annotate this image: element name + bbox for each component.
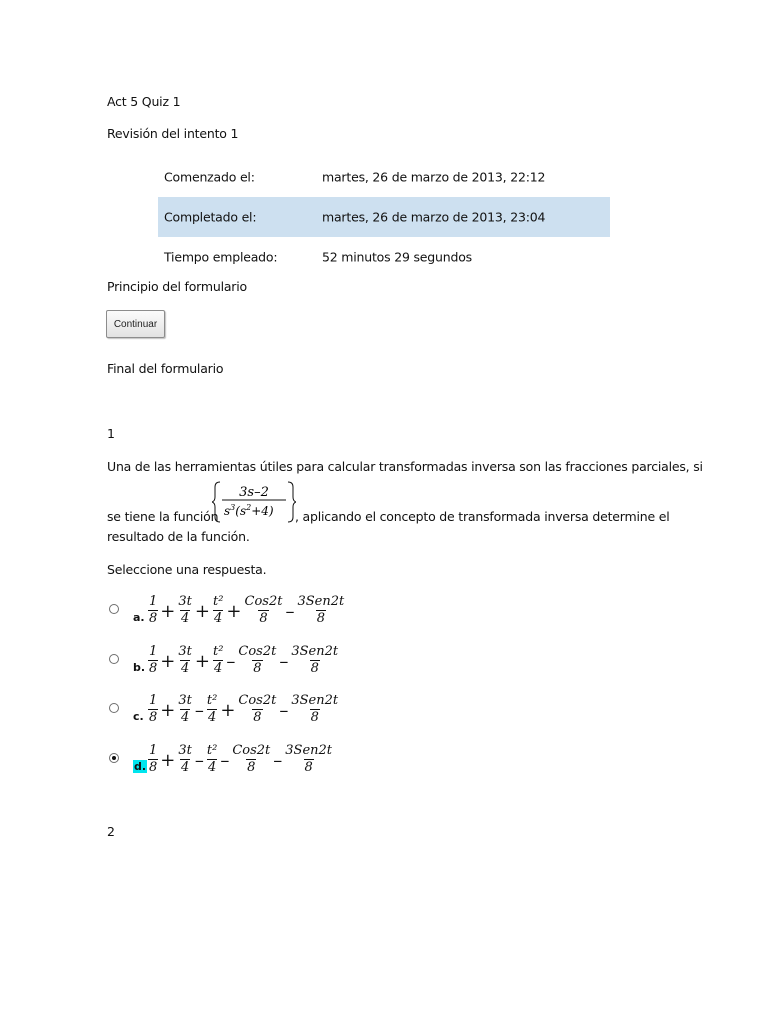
question-1-text-line3: resultado de la función.	[107, 529, 250, 544]
info-value: 52 minutos 29 segundos	[322, 249, 472, 265]
fraction-term	[177, 645, 193, 676]
operator: –	[285, 601, 295, 622]
fraction-numerator: t²	[206, 693, 218, 708]
question-1-function	[212, 480, 296, 524]
fraction-term	[148, 595, 158, 626]
operator: +	[220, 700, 236, 721]
fraction-denominator: 8	[316, 611, 325, 626]
fraction-numerator: t²	[212, 594, 224, 609]
fraction-term	[206, 694, 218, 725]
fraction-numerator: 3Sen2t	[297, 594, 345, 609]
fraction-term	[237, 645, 277, 676]
option-expression	[147, 595, 346, 626]
fraction-numerator: 1	[149, 693, 158, 708]
function-expression	[212, 480, 296, 524]
fraction-numerator: 3t	[178, 743, 192, 758]
operator: +	[194, 651, 210, 672]
option-d-radio[interactable]	[109, 753, 119, 763]
fraction-numerator: Cos2t	[232, 743, 271, 758]
operator: +	[160, 700, 176, 721]
fraction-denominator: 4	[207, 760, 217, 775]
fraction-term	[177, 744, 193, 775]
question-1-text-line1: Una de las herramientas útiles para calcular transformadas inversa son las fracciones parciales, si	[107, 459, 703, 474]
fraction-term	[212, 595, 224, 626]
option-expression	[147, 645, 340, 676]
fraction-denominator: 4	[180, 611, 190, 626]
fraction-term	[296, 595, 345, 626]
question-1-text-line2-post: , aplicando el concepto de transformada inversa determine el	[295, 509, 670, 524]
fraction-term	[148, 744, 158, 775]
fraction-term	[284, 744, 333, 775]
operator: +	[160, 651, 176, 672]
fraction-numerator: 1	[149, 743, 158, 758]
fraction-numerator: Cos2t	[238, 693, 277, 708]
info-row-started	[158, 157, 610, 197]
fraction-denominator: 4	[207, 710, 217, 725]
fraction-term	[231, 744, 271, 775]
function-numerator: 3s–2	[239, 485, 269, 500]
quiz-title: Act 5 Quiz 1	[107, 94, 181, 109]
fraction-denominator: 8	[259, 611, 268, 626]
function-denominator: $s^3(s^2+4)$	[224, 503, 274, 518]
fraction-denominator: 4	[180, 661, 190, 676]
fraction-term	[237, 694, 277, 725]
fraction-term	[148, 694, 158, 725]
info-label: Comenzado el:	[164, 169, 255, 185]
question-1-prompt: Seleccione una respuesta.	[107, 562, 267, 577]
operator: –	[273, 750, 283, 771]
form-start-label: Principio del formulario	[107, 279, 247, 294]
operator: –	[279, 700, 289, 721]
info-row-completed	[158, 197, 610, 237]
option-expression	[147, 744, 334, 775]
operator: +	[160, 750, 176, 771]
attempt-review-heading: Revisión del intento 1	[107, 126, 239, 141]
info-row-time-taken	[158, 237, 610, 277]
continue-button[interactable]: Continuar	[106, 310, 165, 338]
fraction-denominator: 8	[310, 710, 319, 725]
option-b-radio[interactable]	[109, 654, 119, 664]
fraction-numerator: 1	[149, 644, 158, 659]
fraction-denominator: 8	[149, 661, 158, 676]
operator: +	[160, 601, 176, 622]
fraction-numerator: 3t	[178, 693, 192, 708]
fraction-numerator: 1	[149, 594, 158, 609]
fraction-numerator: t²	[206, 743, 218, 758]
fraction-term	[148, 645, 158, 676]
fraction-term	[177, 595, 193, 626]
question-1-number: 1	[107, 426, 115, 441]
fraction-numerator: 3t	[178, 594, 192, 609]
option-letter: d.	[134, 760, 147, 773]
operator: –	[220, 750, 230, 771]
form-end-label: Final del formulario	[107, 361, 224, 376]
fraction-denominator: 4	[180, 710, 190, 725]
fraction-denominator: 8	[253, 710, 262, 725]
operator: –	[226, 651, 236, 672]
fraction-term	[290, 645, 339, 676]
fraction-denominator: 8	[304, 760, 313, 775]
fraction-denominator: 4	[214, 661, 223, 676]
info-label: Completado el:	[164, 209, 257, 225]
operator: –	[194, 750, 204, 771]
fraction-numerator: Cos2t	[244, 594, 283, 609]
fraction-denominator: 8	[149, 710, 158, 725]
info-label: Tiempo empleado:	[164, 249, 278, 265]
attempt-info-table	[158, 157, 610, 277]
fraction-numerator: 3Sen2t	[285, 743, 333, 758]
question-2-number: 2	[107, 824, 115, 839]
fraction-denominator: 4	[180, 760, 190, 775]
fraction-denominator: 8	[149, 760, 158, 775]
fraction-denominator: 8	[247, 760, 256, 775]
fraction-numerator: 3Sen2t	[291, 644, 339, 659]
option-c-radio[interactable]	[109, 703, 119, 713]
fraction-denominator: 4	[214, 611, 223, 626]
option-letter: c.	[133, 710, 144, 723]
fraction-denominator: 8	[253, 661, 262, 676]
fraction-numerator: t²	[212, 644, 224, 659]
fraction-term	[206, 744, 218, 775]
option-letter: b.	[133, 661, 146, 674]
option-expression	[147, 694, 340, 725]
fraction-denominator: 8	[310, 661, 319, 676]
fraction-denominator: 8	[149, 611, 158, 626]
operator: –	[279, 651, 289, 672]
option-a-radio[interactable]	[109, 604, 119, 614]
operator: +	[226, 601, 242, 622]
operator: –	[194, 700, 204, 721]
operator: +	[194, 601, 210, 622]
fraction-numerator: 3t	[178, 644, 192, 659]
fraction-term	[290, 694, 339, 725]
fraction-numerator: 3Sen2t	[291, 693, 339, 708]
fraction-term	[177, 694, 193, 725]
question-1-text-line2-pre: se tiene la función	[107, 509, 219, 524]
info-value: martes, 26 de marzo de 2013, 23:04	[322, 209, 546, 225]
option-letter: a.	[133, 611, 145, 624]
fraction-term	[212, 645, 224, 676]
fraction-numerator: Cos2t	[238, 644, 277, 659]
info-value: martes, 26 de marzo de 2013, 22:12	[322, 169, 546, 185]
fraction-term	[244, 595, 284, 626]
